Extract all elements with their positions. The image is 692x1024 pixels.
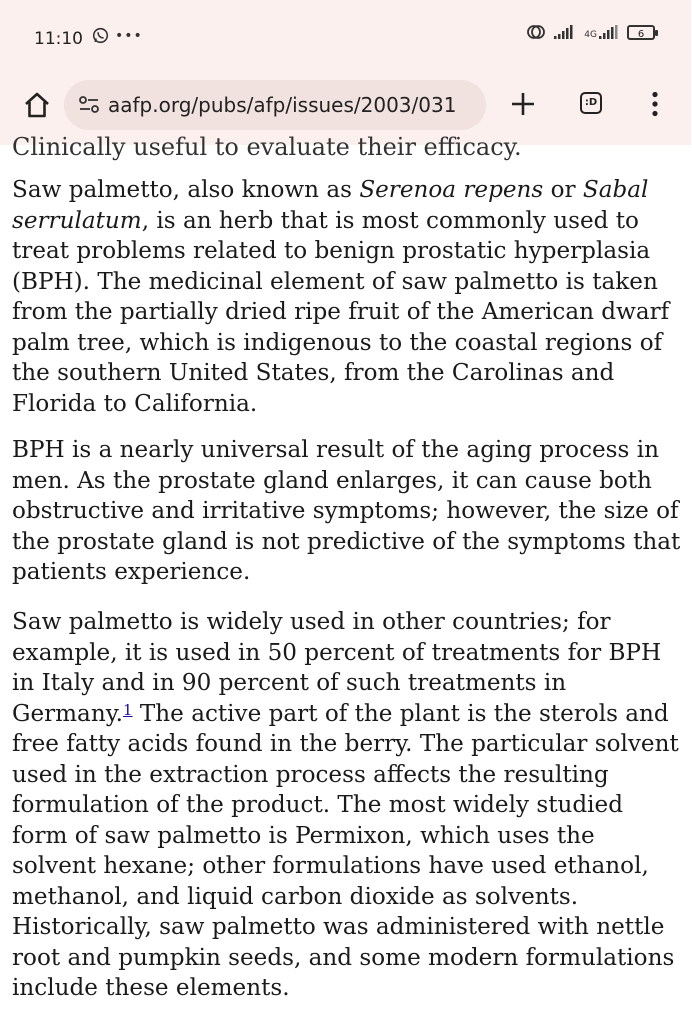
hotspot-icon [526,24,546,40]
whatsapp-icon [92,27,109,44]
new-tab-icon[interactable] [509,90,537,118]
site-settings-icon[interactable] [78,94,100,116]
home-icon[interactable] [22,90,52,120]
signal-bars-icon [599,24,619,40]
signal-icon-sim1 [554,24,576,40]
paragraph-text: Saw palmetto is widely used in other countries; for example, it is used in 50 percent of treatments for BPH in Italy and in 90 percent of such treatments in Germany. [12,609,662,727]
network-type-label: 4G [584,30,597,40]
article-paragraph-1 [12,175,684,419]
url-text[interactable]: aafp.org/pubs/afp/issues/2003/031 [108,93,457,117]
italic-species-name: Serenoa repens [359,177,544,203]
address-bar[interactable] [64,80,486,130]
italic-species-name: Sabal serrulatum [12,177,649,234]
paragraph-text: or [543,177,583,203]
status-time: 11:10 [34,29,83,49]
battery-icon: 6 [627,25,655,40]
paragraph-text: The active part of the plant is the sterols and free fatty acids found in the berry. The particular solvent used in the extraction process affects the resulting formulation of the product. The most widely studied form of saw palmetto is Permixon, which uses the solvent hexane; other formulations have used ethanol, methanol, and liquid carbon dioxide as solvents. Historically, saw palmetto was administered with nettle root and pumpkin seeds, and some modern formulations include these elements. [12,700,679,1001]
signal-icon-sim2 [584,24,619,40]
more-notifications-icon: ••• [115,27,143,44]
paragraph-text: Saw palmetto, also known as [12,177,360,203]
more-menu-icon[interactable] [648,91,662,117]
footnote-link[interactable]: 1 [123,700,133,719]
browser-top-bar [0,0,691,145]
tab-switcher-button[interactable]: :D [580,92,602,114]
status-right-icons [526,24,655,40]
article-paragraph-3 [12,607,684,1004]
cut-off-text-line: Clinically useful to evaluate their efficacy. [12,133,522,161]
status-left-icons [92,27,143,44]
article-paragraph-2: BPH is a nearly universal result of the aging process in men. As the prostate gland enlarges, it can cause both obstructive and irritative symptoms; however, the size of the prostate gland is not predictive of the symptoms that patients experience. [12,437,681,585]
paragraph-text: , is an herb that is most commonly used to treat problems related to benign prostatic hyperplasia (BPH). The medicinal element of saw palmetto is taken from the partially dried ripe fruit of the American dwarf palm tree, which is indigenous to the coastal regions of the southern United States, from the Carolinas and Florida to California. [12,207,670,417]
page-content [0,133,691,1024]
